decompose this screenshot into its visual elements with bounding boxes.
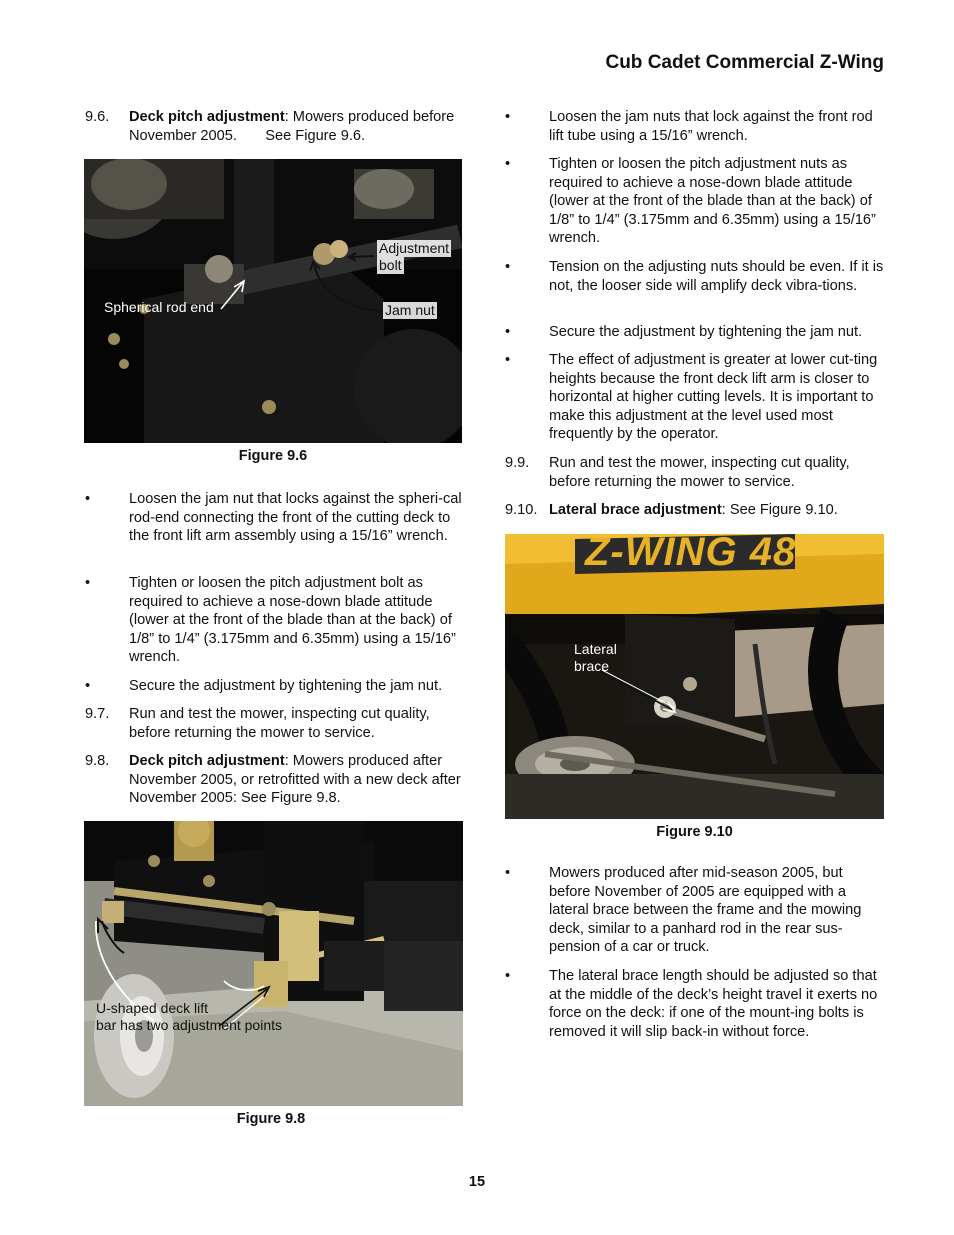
bullet-glyph: • xyxy=(505,352,511,368)
label-deck-lift-bar-line2: bar has two adjustment points xyxy=(96,1017,282,1033)
figure-9-10-caption: Figure 9.10 xyxy=(656,824,733,840)
section-heading: Deck pitch adjustment xyxy=(129,753,285,769)
section-9-6 xyxy=(85,108,465,145)
bullet-item xyxy=(505,323,887,342)
figure-9-6-caption: Figure 9.6 xyxy=(238,448,308,464)
label-spherical-rod-end: Spherical rod end xyxy=(104,299,214,315)
section-number: 9.6. xyxy=(85,109,110,125)
page-header-title: Cub Cadet Commercial Z-Wing xyxy=(605,52,884,73)
bullet-item xyxy=(85,574,465,667)
section-text xyxy=(129,752,465,808)
bullet-glyph: • xyxy=(505,968,511,984)
bullet-glyph: • xyxy=(85,575,91,591)
bullet-glyph: • xyxy=(505,259,511,275)
bullet-text: Loosen the jam nuts that lock against the front rod lift tube using a 15/16” wrench. xyxy=(549,109,873,144)
section-9-10 xyxy=(505,501,885,520)
figure-9-6-photo xyxy=(84,159,462,443)
figure-9-8-caption: Figure 9.8 xyxy=(236,1111,306,1127)
section-text xyxy=(129,108,465,145)
bullet-glyph: • xyxy=(85,678,91,694)
bullet-glyph: • xyxy=(505,109,511,125)
section-text: Run and test the mower, inspecting cut quality, before returning the mower to service. xyxy=(129,706,430,741)
bullet-item xyxy=(85,490,465,546)
figure-9-10-photo xyxy=(505,534,884,819)
section-9-8 xyxy=(85,752,465,808)
bullet-item xyxy=(505,864,885,957)
bullet-item xyxy=(505,108,885,145)
bullet-item xyxy=(505,351,885,444)
label-deck-lift-bar-line1: U-shaped deck lift xyxy=(96,1000,209,1016)
bullet-text: Secure the adjustment by tightening the jam nut. xyxy=(129,678,443,694)
section-number: 9.9. xyxy=(505,455,530,471)
section-text: Run and test the mower, inspecting cut quality, before returning the mower to service. xyxy=(549,455,850,490)
bullet-item xyxy=(505,155,885,248)
section-number: 9.8. xyxy=(85,753,110,769)
bullet-text: Loosen the jam nut that locks against the spheri-cal rod-end connecting the front of the cutting deck to the front lift arm assembly using a 15/16” wrench. xyxy=(129,491,462,545)
label-bolt: bolt xyxy=(379,257,402,273)
section-9-9 xyxy=(505,454,885,491)
bullet-text: Mowers produced after mid-season 2005, but before November of 2005 are equipped with a lateral brace between the frame and the mowing deck, similar to a panhard rod in the rear sus-pension of a car or truck. xyxy=(549,865,862,956)
bullet-item xyxy=(505,258,885,295)
section-body: : Mowers produced after November 2005, or retrofitted with a new deck after November 2005: See Figure 9.8. xyxy=(129,753,461,807)
page-number: 15 xyxy=(468,1174,486,1190)
section-number: 9.7. xyxy=(85,706,110,722)
bullet-glyph: • xyxy=(505,324,511,340)
bullet-text: The lateral brace length should be adjusted so that at the middle of the deck’s height travel it exerts no force on the deck: if one of the mount-ing bolts is removed it will slip back-in without force. xyxy=(549,968,878,1040)
label-brace: brace xyxy=(574,658,610,674)
section-text xyxy=(549,501,885,520)
section-body: : Mowers produced before November 2005. See Figure 9.6. xyxy=(129,109,455,144)
section-heading: Lateral brace adjustment xyxy=(549,502,722,518)
bullet-item xyxy=(85,677,467,696)
section-heading: Deck pitch adjustment xyxy=(129,109,285,125)
z-wing-logo-decal: Z-WING 48 xyxy=(585,534,797,574)
bullet-glyph: • xyxy=(505,865,511,881)
section-number: 9.10. xyxy=(505,502,538,518)
bullet-item xyxy=(505,967,885,1041)
bullet-text: Tighten or loosen the pitch adjustment nuts as required to achieve a nose-down blade attitude (lower at the front of the blade than at the back) of 1/8” to 1/4” (3.175mm and 6.35mm) using a 15/16” wrench. xyxy=(549,156,876,247)
section-body: : See Figure 9.10. xyxy=(721,502,838,518)
label-adjustment: Adjustment xyxy=(379,240,450,256)
figure-9-8-photo xyxy=(84,821,463,1106)
bullet-text: Tighten or loosen the pitch adjustment bolt as required to achieve a nose-down blade attitude (lower at the front of the blade than at the back) of 1/8” to 1/4” (3.175mm and 6.35mm) using a 15/16” wrench. xyxy=(129,575,456,666)
label-jam-nut: Jam nut xyxy=(385,302,435,318)
bullet-text: Tension on the adjusting nuts should be even. If it is not, the looser side will amplify deck vibra-tions. xyxy=(549,259,884,294)
bullet-glyph: • xyxy=(505,156,511,172)
bullet-text: Secure the adjustment by tightening the jam nut. xyxy=(549,324,863,340)
bullet-glyph: • xyxy=(85,491,91,507)
bullet-text: The effect of adjustment is greater at lower cut-ting heights because the front deck lift arm is closer to horizontal at higher cutting levels. It is important to make this adjustment at the level used most frequently by the operator. xyxy=(549,352,878,443)
label-lateral: Lateral xyxy=(574,641,617,657)
section-9-7 xyxy=(85,705,465,742)
